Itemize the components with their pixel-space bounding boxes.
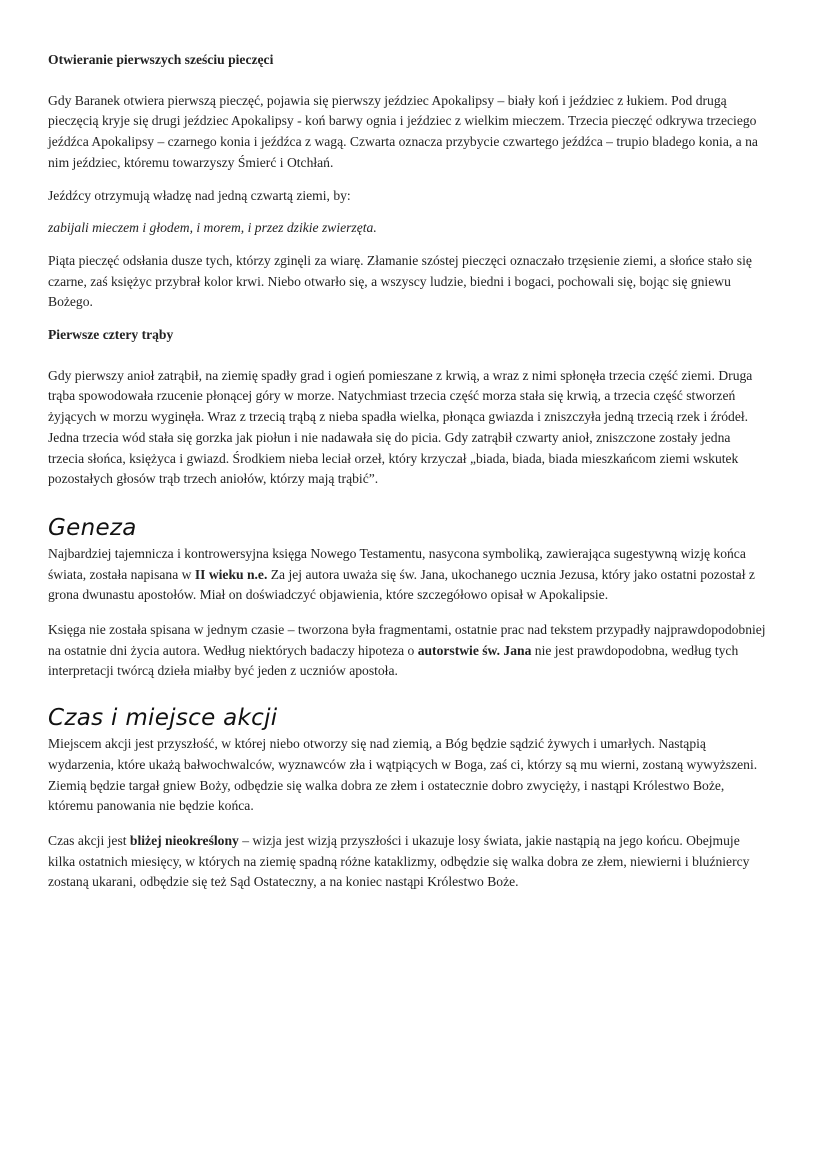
heading-czas-i-miejsce: Czas i miejsce akcji [48, 705, 278, 732]
bold-century: II wieku n.e. [194, 566, 268, 582]
quote-scripture: zabijali mieczem i głodem, i morem, i przez dzikie zwierzęta. [48, 220, 377, 236]
section-heading-seals: Otwieranie pierwszych sześciu pieczęci [48, 52, 274, 67]
paragraph-fifth-sixth-seal: Piąta pieczęć odsłania dusze tych, którzy zginęli za wiarę. Złamanie szóstej pieczęci oznaczało trzęsienie ziemi, a słońce stało się czarne, zaś księżyc przybrał kolor krwi. Niebo otwarło się, a wszyscy ludzie, biedni i bogaci, pochowali się, bojąc się gniewu Bożego. [48, 252, 752, 310]
section-heading-trumpets: Pierwsze cztery trąby [48, 327, 174, 343]
paragraph-czas-1: Miejscem akcji jest przyszłość, w której niebo otworzy się nad ziemią, a Bóg będzie sądzić żywych i umarłych. Nastąpią wydarzenia, które ukażą bałwochwalców, wyznawców zła i wątpiących w Boga, zaś ci, którzy są mu wierni, zostaną wywyższeni. Ziemią będzie targał gniew Boży, odbędzie się walka dobra ze złem i ostatecznie dobro zwycięży, i nastąpi Królestwo Boże, któremu panowania nie będzie końca. [48, 736, 758, 814]
paragraph-trumpets: Gdy pierwszy anioł zatrąbił, na ziemię spadły grad i ogień pomieszane z krwią, a wraz z nimi spłonęła trzecia część ziemi. Druga trąba spowodowała rzucenie płonącej góry w morze. Natychmiast trzecia część morza stała się krwią, a trzecia część stworzeń żyjących w morzu wyginęła. Wraz z trzecią trąbą z nieba spadła wielka, płonąca gwiazda i zniszczyła jedną trzecią rzek i źródeł. Jedna trzecia wód stała się gorzka jak piołun i nie nadawała się do picia. Gdy zatrąbił czwarty anioł, zniszczone zostały jedna trzecia słońca, księżyca i gwiazd. Środkiem nieba leciał orzeł, który krzyczał „biada, biada, biada mieszkańcom ziemi wskutek pozostałych głosów trąb trzech aniołów, którzy mają trąbić”. [48, 367, 753, 487]
paragraph-riders-power: Jeźdźcy otrzymują władzę nad jedną czwartą ziemi, by: [48, 187, 351, 203]
paragraph-geneza-1: Najbardziej tajemnicza i kontrowersyjna księga Nowego Testamentu, nasycona symboliką, zawierająca sugestywną wizję końca świata, została napisana w II wieku n.e. Za jej autora uważa się św. Jana, ukochanego ucznia Jezusa, który jako ostatni pozostał z grona dwunastu apostołów. Miał on doświadczyć objawienia, które szczegółowo opisał w Apokalipsie. [48, 545, 755, 603]
paragraph-geneza-2: Księga nie została spisana w jednym czasie – tworzona była fragmentami, ostatnie prac nad tekstem przypadły najprawdopodobniej na ostatnie dni życia autora. Według niektórych badaczy hipoteza o autorstwie św. Jana nie jest prawdopodobna, według tych interpretacji twórcą dzieła miałby być jeden z uczniów apostoła. [48, 622, 766, 679]
heading-geneza: Geneza [48, 514, 137, 541]
paragraph-seals-horsemen: Gdy Baranek otwiera pierwszą pieczęć, pojawia się pierwszy jeździec Apokalipsy – biały koń i jeździec z łukiem. Pod drugą pieczęcią kryje się drugi jeździec Apokalipsy - koń barwy ognia i jeździec z wielkim mieczem. Trzecia pieczęć odkrywa trzeciego jeźdźca Apokalipsy – czarnego konia i jeźdźca z wagą. Czwarta oznacza przybycie czwartego jeźdźca – trupio bladego konia, a na nim jeździec, któremu towarzyszy Śmierć i Otchłań. [48, 92, 758, 170]
bold-undefined-time: bliżej nieokreślony [129, 832, 239, 848]
paragraph-czas-2: Czas akcji jest bliżej nieokreślony – wizja jest wizją przyszłości i ukazuje losy świata, jakie nastąpią na jego końcu. Obejmuje kilka ostatnich miesięcy, w których na ziemię spadną różne kataklizmy, odbędzie się walka dobra ze złem, niewierni i bluźniercy zostaną ukarani, odbędzie się też Sąd Ostateczny, a na koniec nastąpi Królestwo Boże. [48, 832, 750, 890]
bold-authorship: autorstwie św. Jana [417, 642, 532, 658]
